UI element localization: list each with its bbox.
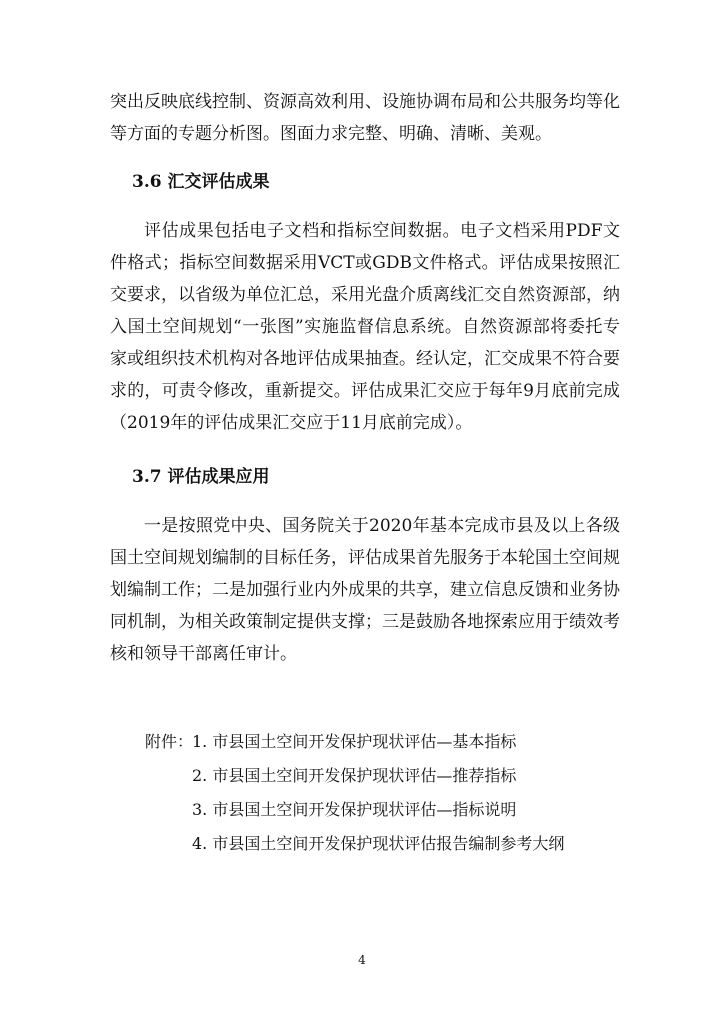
paragraph-application: 一是按照党中央、国务院关于2020年基本完成市县及以上各级国土空间规划编制的目标任务，评估成果首先服务于本轮国土空间规划编制工作；二是加强行业内外成果的共享，建立信息反馈和业务协同机制，为相关政策制定提供支撑；三是鼓励各地探索应用于绩效考核和领导干部离任审计。: [110, 516, 620, 664]
attachment-item-3: 3. 市县国土空间开发保护现状评估—指标说明: [192, 800, 517, 819]
attachment-list: [145, 730, 193, 754]
paragraph-thematic-maps: 突出反映底线控制、资源高效利用、设施协调布局和公共服务均等化等方面的专题分析图。图面力求完整、明确、清晰、美观。: [110, 92, 620, 144]
attachment-item-1: 1. 市县国土空间开发保护现状评估—基本指标: [192, 732, 517, 751]
attachment-label: 附件：: [145, 732, 194, 751]
attachment-item-4: 4. 市县国土空间开发保护现状评估报告编制参考大纲: [192, 834, 565, 853]
page-number: 4: [358, 953, 366, 967]
section-heading-3-7: 3.7 评估成果应用: [132, 467, 270, 487]
attachment-item-2: 2. 市县国土空间开发保护现状评估—推荐指标: [192, 766, 517, 785]
section-heading-3-6: 3.6 汇交评估成果: [132, 172, 270, 192]
paragraph-submission: 评估成果包括电子文档和指标空间数据。电子文档采用PDF文件格式；指标空间数据采用VCT或GDB文件格式。评估成果按照汇交要求，以省级为单位汇总，采用光盘介质离线汇交自然资源部，纳入国土空间规划“一张图”实施监督信息系统。自然资源部将委托专家或组织技术机构对各地评估成果抽查。经认定，汇交成果不符合要求的，可责令修改，重新提交。评估成果汇交应于每年9月底前完成（2019年的评估成果汇交应于11月底前完成）。: [110, 221, 620, 433]
